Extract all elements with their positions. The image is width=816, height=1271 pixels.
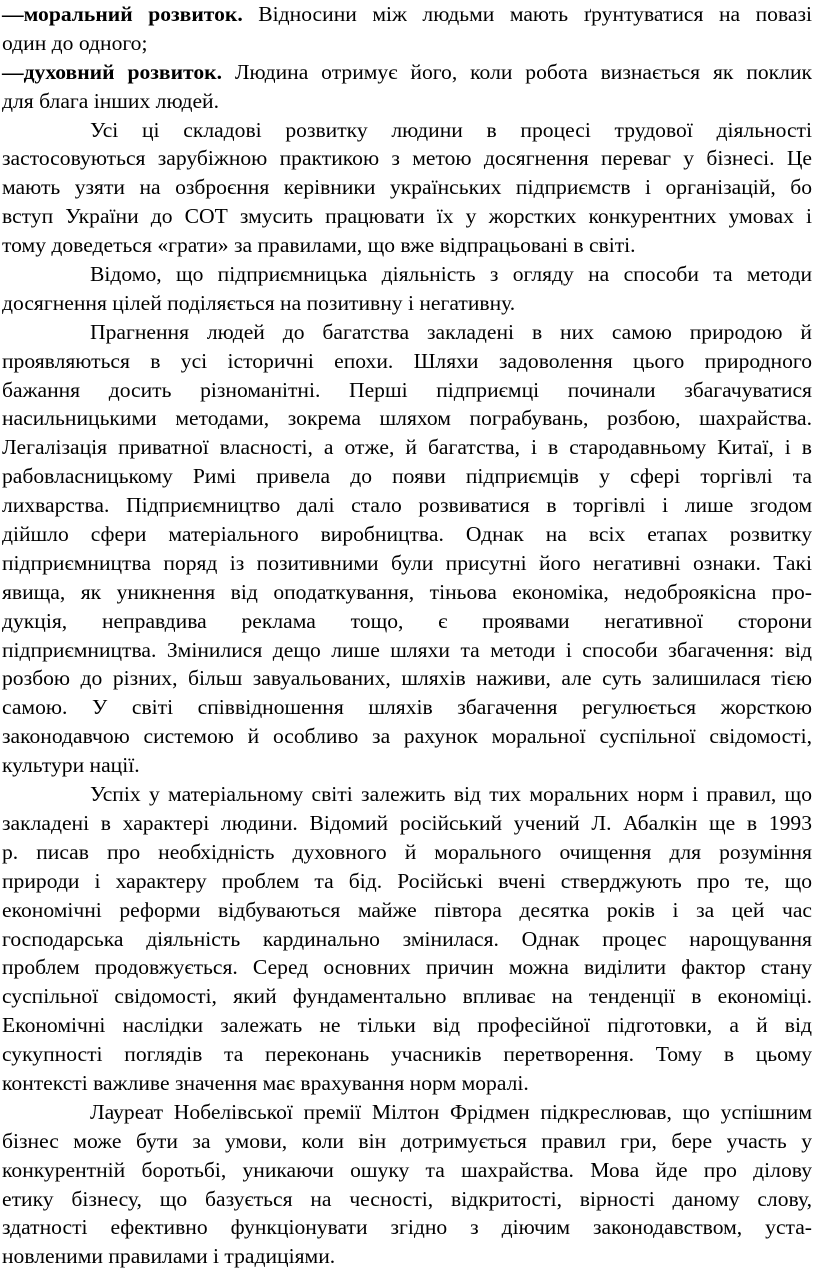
text-line: розбою до різних, більш завуальованих, шляхів наживи, але суть залишилася тією bbox=[2, 666, 812, 691]
text-line: підприємництва. Змінилися дещо лише шляхи та методи і способи збагачення: від bbox=[2, 637, 812, 662]
text-line: культури нації. bbox=[2, 753, 140, 778]
text-line: Легалізація приватної власності, а отже, й багатства, і в стародавньому Китаї, і в bbox=[2, 435, 812, 460]
text-line: конкурентній боротьбі, уникаючи ошуку та шахрайства. Мова йде про ділову bbox=[2, 1157, 812, 1182]
text-line: бізнес може бути за умови, коли він дотримується правил гри, бере участь у bbox=[2, 1128, 812, 1153]
text-line: підприємництва поряд із позитивними були присутні його негативні ознаки. Такі bbox=[2, 550, 812, 575]
text-line: Відомо, що підприємницька діяльність з огляду на способи та методи bbox=[90, 262, 812, 287]
bold-term: —духовний розвиток. bbox=[2, 59, 222, 84]
text-line: Економічні наслідки залежать не тільки від професійної підготовки, а й від bbox=[2, 1013, 812, 1038]
text-line: для блага інших людей. bbox=[2, 88, 220, 113]
text-line: дукція, неправдива реклама тощо, є проявами негативної сторони bbox=[2, 608, 812, 633]
paragraph bbox=[2, 1098, 812, 1271]
text-line: законодавчою системою й особливо за рахунок моральної суспільної свідомості, bbox=[2, 724, 812, 749]
text-line: закладені в характері людини. Відомий російський учений Л. Абалкін ще в 1993 bbox=[2, 810, 812, 835]
text-line: рабовласницькому Римі привела до появи підприємців у сфері торгівлі та bbox=[2, 464, 812, 489]
text-line: суспільної свідомості, який фундаментально впливає на тенденції в економіці. bbox=[2, 984, 812, 1009]
text-line: дійшло сфери матеріального виробництва. Однак на всіх етапах розвитку bbox=[2, 522, 812, 547]
text-line: досягнення цілей поділяється на позитивну і негативну. bbox=[2, 290, 516, 315]
text-line: самою. У світі співвідношення шляхів збагачення регулюється жорсткою bbox=[2, 695, 812, 720]
text-line: проблем продовжується. Серед основних причин можна виділити фактор стану bbox=[2, 955, 812, 980]
text-line: господарська діяльність кардинально змінилася. Однак процес нарощування bbox=[2, 926, 812, 951]
text-line: проявляються в усі історичні епохи. Шляхи задоволення цього природного bbox=[2, 348, 812, 373]
paragraph bbox=[2, 318, 812, 780]
text-line: вступ України до СОТ змусить працювати їх у жорстких конкурентних умовах і bbox=[2, 204, 812, 229]
text-line: тому доведеться «грати» за правилами, що вже відпрацьовані в світі. bbox=[2, 233, 636, 258]
text-line: контексті важливе значення має врахування норм моралі. bbox=[2, 1070, 529, 1095]
text-line: лихварства. Підприємництво далі стало розвиватися в торгівлі і лише згодом bbox=[2, 493, 812, 518]
paragraph bbox=[2, 780, 812, 1098]
bold-term: —моральний розвиток. bbox=[2, 2, 243, 26]
text-line: Лауреат Нобелівської премії Мілтон Фрідмен підкреслював, що успішним bbox=[90, 1099, 812, 1124]
text-line: сукупності поглядів та переконань учасників перетворення. Тому в цьому bbox=[2, 1042, 812, 1067]
text-line: бажання досить різноманітні. Перші підприємці починали збагачуватися bbox=[2, 377, 812, 402]
text-line: —моральний розвиток. Відносини між людьми мають ґрунтуватися на повазі bbox=[2, 2, 812, 26]
list-item-moral-development bbox=[2, 0, 812, 58]
text-line: —духовний розвиток. Людина отримує його, коли робота визнається як поклик bbox=[2, 59, 812, 84]
text-line: застосовуються зарубіжною практикою з метою досягнення переваг у бізнесі. Це bbox=[2, 146, 812, 171]
text-line: явища, як уникнення від оподаткування, тіньова економіка, недоброякісна про- bbox=[2, 579, 812, 604]
text-line: мають узяти на озброєння керівники українських підприємств і організацій, бо bbox=[2, 175, 812, 200]
text-line: природи і характеру проблем та бід. Російські вчені стверджують про те, що bbox=[2, 868, 812, 893]
paragraph bbox=[2, 116, 812, 260]
text-line: Усі ці складові розвитку людини в процесі трудової діяльності bbox=[90, 117, 812, 142]
text-line: новленими правилами і традиціями. bbox=[2, 1244, 336, 1269]
text-line: насильницькими методами, зокрема шляхом пограбувань, розбою, шахрайства. bbox=[2, 406, 812, 431]
text-line: Прагнення людей до багатства закладені в них самою природою й bbox=[90, 319, 812, 344]
list-item-spiritual-development bbox=[2, 58, 812, 116]
text-line: один до одного; bbox=[2, 30, 148, 55]
text-line: здатності ефективно функціонувати згідно з діючим законодавством, уста- bbox=[2, 1215, 812, 1240]
text-line: Успіх у матеріальному світі залежить від тих моральних норм і правил, що bbox=[90, 782, 812, 807]
text-line: економічні реформи відбуваються майже півтора десятка років і за цей час bbox=[2, 897, 812, 922]
text-line: р. писав про необхідність духовного й морального очищення для розуміння bbox=[2, 839, 812, 864]
text-line: етику бізнесу, що базується на чесності, відкритості, вірності даному слову, bbox=[2, 1186, 812, 1211]
paragraph bbox=[2, 260, 812, 318]
